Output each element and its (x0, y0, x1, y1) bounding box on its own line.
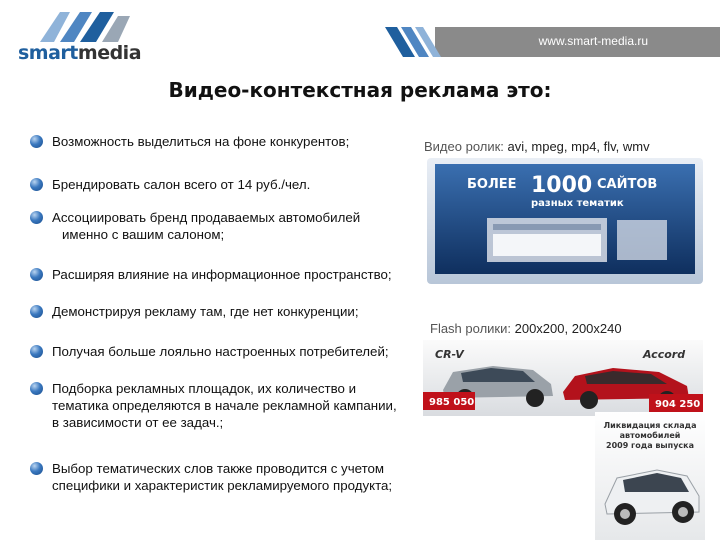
small-banner-line3: 2009 года выпуска (606, 441, 694, 450)
list-item-text: Демонстрируя рекламу там, где нет конкуренции; (52, 304, 359, 319)
flash-caption-formats: 200x200, 200x240 (514, 321, 622, 336)
list-item-text: Подборка рекламных площадок, их количество и тематика определяются в начале рекламной кампании, в зависимости от ее задач.; (52, 381, 397, 430)
flash-caption (430, 321, 622, 336)
smartmedia-logo[interactable] (18, 8, 142, 68)
banner-sites-text: САЙТОВ (597, 177, 658, 192)
banner-price-right: 904 250 (655, 399, 701, 410)
banner-topics-text: разных тематик (531, 198, 624, 209)
banner-price-left: 985 050 (429, 397, 475, 408)
video-caption (424, 139, 650, 154)
list-item-text: Получая больше лояльно настроенных потребителей; (52, 344, 389, 359)
banner-more-text: БОЛЕЕ (467, 177, 517, 192)
bullet-icon (30, 268, 43, 281)
list-item-text: Ассоциировать бренд продаваемых автомобилей именно с вашим салоном; (52, 210, 361, 242)
small-banner-line2: автомобилей (619, 431, 681, 440)
video-caption-label: Видео ролик: (424, 139, 504, 154)
header-bar (375, 25, 720, 59)
site-url[interactable]: www.smart-media.ru (538, 34, 648, 48)
bullet-icon (30, 462, 43, 475)
bullet-icon (30, 135, 43, 148)
video-banner[interactable] (427, 158, 703, 284)
list-item-text: Возможность выделиться на фоне конкурентов; (52, 134, 350, 149)
page-title: Видео-контекстная реклама это: (168, 78, 552, 102)
logo-mark-icon (26, 8, 136, 44)
bullet-icon (30, 211, 43, 224)
bullet-icon (30, 178, 43, 191)
logo-wordmark: smartmedia (18, 42, 142, 64)
banner-model-right: Accord (643, 348, 686, 361)
list-item-text: Брендировать салон всего от 14 руб./чел. (52, 177, 311, 192)
bullet-icon (30, 345, 43, 358)
bullet-icon (30, 305, 43, 318)
list-item-text: Расширяя влияние на информационное пространство; (52, 267, 392, 282)
video-caption-formats: avi, mpeg, mp4, flv, wmv (507, 139, 650, 154)
flash-banner-small[interactable] (595, 412, 705, 540)
bullet-icon (30, 382, 43, 395)
banner-big-number: 1000 (531, 173, 593, 198)
banner-model-left: CR-V (435, 348, 464, 361)
flash-caption-label: Flash ролики: (430, 321, 511, 336)
flash-banner-cars[interactable] (423, 340, 703, 416)
list-item-text: Выбор тематических слов также проводится с учетом специфики и характеристик рекламируемого продукта; (52, 461, 393, 493)
small-banner-line1: Ликвидация склада (603, 421, 697, 430)
